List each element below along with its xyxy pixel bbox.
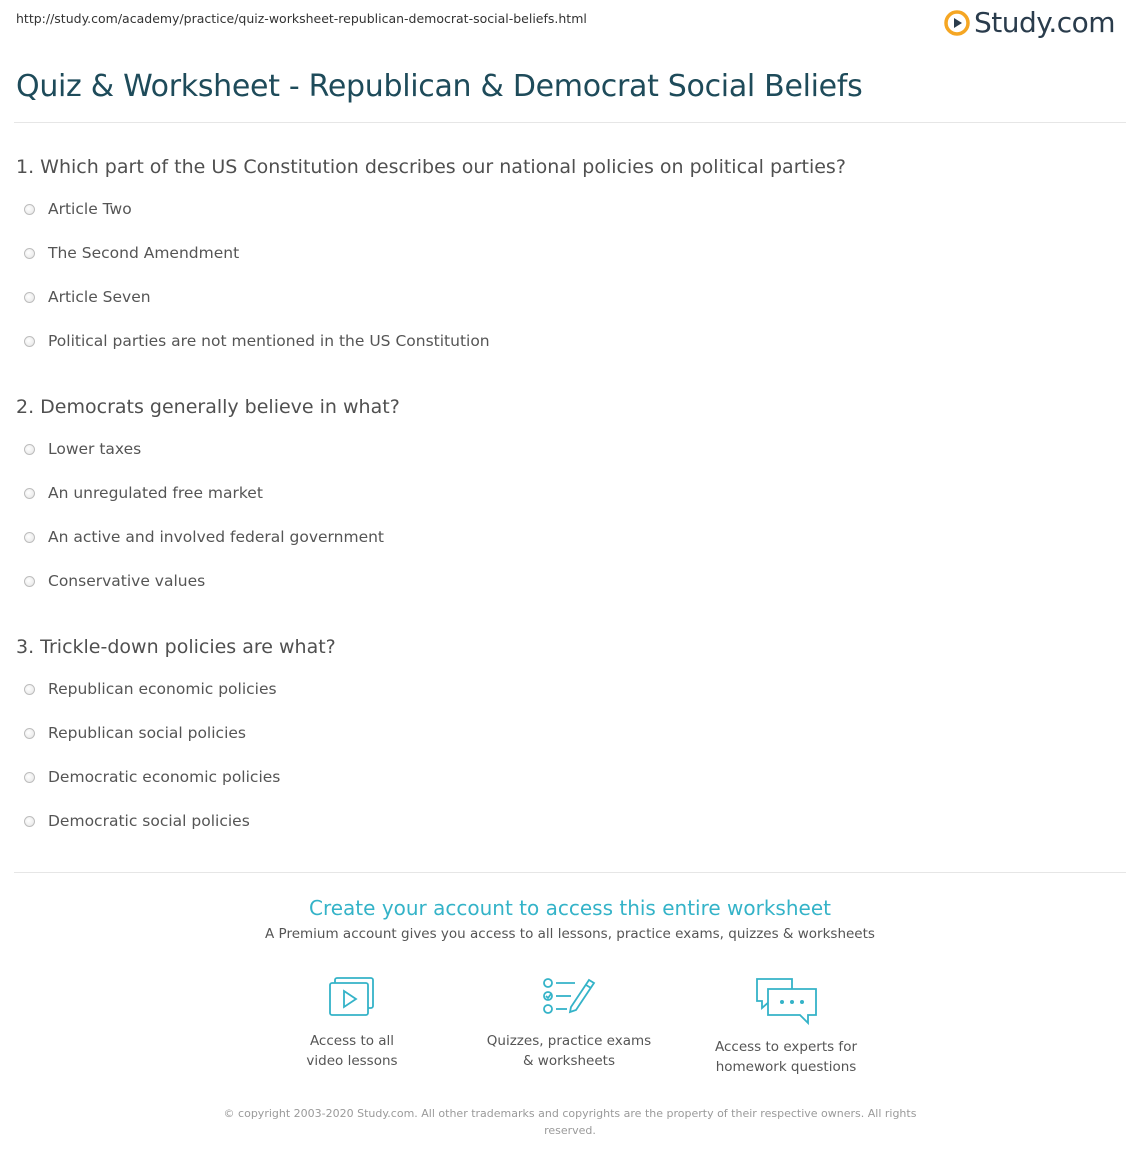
option-label: An unregulated free market [48, 484, 263, 502]
question-1-option-1[interactable] [24, 200, 132, 218]
option-label: Article Two [48, 200, 132, 218]
radio-button[interactable] [24, 292, 35, 303]
radio-button[interactable] [24, 336, 35, 347]
question-3-option-1[interactable] [24, 680, 277, 698]
option-label: Republican economic policies [48, 680, 277, 698]
option-label: The Second Amendment [48, 244, 240, 262]
feature-experts [686, 975, 886, 1077]
feature-label: Access to experts for homework questions [714, 1039, 857, 1075]
cta-subtitle: A Premium account gives you access to all lessons, practice exams, quizzes & worksheets [265, 926, 875, 942]
question-1-title: 1. Which part of the US Constitution describes our national policies on political parties? [16, 156, 846, 178]
feature-quizzes [469, 975, 669, 1071]
option-label: Lower taxes [48, 440, 142, 458]
option-label: Conservative values [48, 572, 206, 590]
cta-divider [14, 872, 1126, 873]
question-3-option-3[interactable] [24, 768, 280, 786]
radio-button[interactable] [24, 248, 35, 259]
option-label: Democratic social policies [48, 812, 250, 830]
video-lessons-icon [326, 975, 378, 1021]
quiz-checklist-icon [541, 975, 597, 1021]
question-2-option-1[interactable] [24, 440, 141, 458]
feature-label: Quizzes, practice exams & worksheets [486, 1033, 652, 1069]
feature-label: Access to all video lessons [306, 1033, 398, 1069]
radio-button[interactable] [24, 816, 35, 827]
header-divider [14, 122, 1126, 123]
question-3-option-2[interactable] [24, 724, 246, 742]
radio-button[interactable] [24, 576, 35, 587]
study-logo[interactable] [944, 6, 1115, 40]
option-label: Republican social policies [48, 724, 246, 742]
chat-experts-icon [754, 975, 818, 1027]
question-1-option-4[interactable] [24, 332, 490, 350]
question-2-option-4[interactable] [24, 572, 205, 590]
option-label: Article Seven [48, 288, 151, 306]
question-1-option-3[interactable] [24, 288, 151, 306]
feature-video-lessons [252, 975, 452, 1071]
radio-button[interactable] [24, 772, 35, 783]
option-label: Democratic economic policies [48, 768, 281, 786]
radio-button[interactable] [24, 532, 35, 543]
radio-button[interactable] [24, 204, 35, 215]
play-logo-icon [944, 10, 970, 36]
question-2-title: 2. Democrats generally believe in what? [16, 396, 400, 418]
create-account-link[interactable]: Create your account to access this entire worksheet [309, 896, 831, 920]
question-3-option-4[interactable] [24, 812, 250, 830]
question-2-option-2[interactable] [24, 484, 263, 502]
option-label: An active and involved federal government [48, 528, 385, 546]
question-3-title: 3. Trickle-down policies are what? [16, 636, 336, 658]
radio-button[interactable] [24, 728, 35, 739]
radio-button[interactable] [24, 684, 35, 695]
question-2-option-3[interactable] [24, 528, 384, 546]
radio-button[interactable] [24, 444, 35, 455]
question-1-option-2[interactable] [24, 244, 239, 262]
radio-button[interactable] [24, 488, 35, 499]
page-url: http://study.com/academy/practice/quiz-worksheet-republican-democrat-social-beliefs.html [16, 11, 587, 26]
logo-text: Study.com [974, 6, 1116, 39]
page-title: Quiz & Worksheet - Republican & Democrat Social Beliefs [16, 69, 863, 104]
option-label: Political parties are not mentioned in the US Constitution [48, 332, 490, 350]
copyright-notice: © copyright 2003-2020 Study.com. All other trademarks and copyrights are the property of their respective owners. All rights reserved. [223, 1107, 917, 1137]
